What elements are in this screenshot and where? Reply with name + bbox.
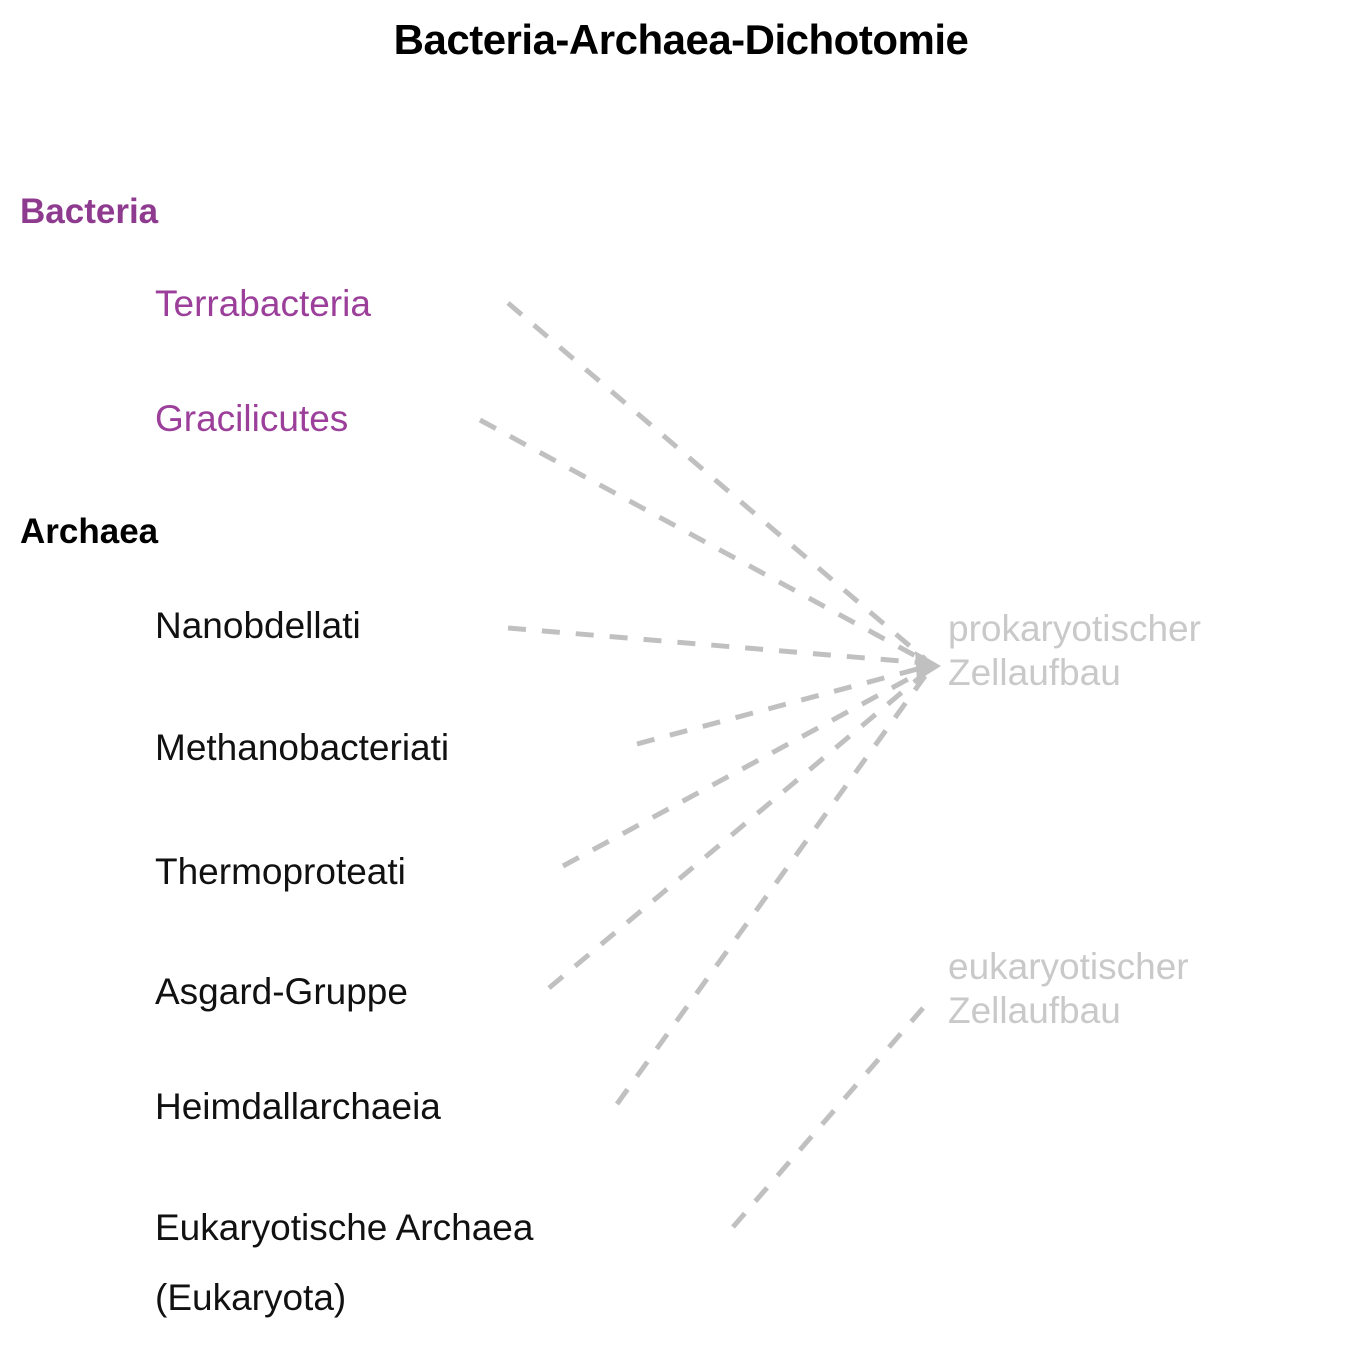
taxon-methanobacteriati[interactable]: Methanobacteriati xyxy=(155,727,450,768)
edge-nanobdellati-to-prokaryotic xyxy=(508,628,925,663)
page-title: Bacteria-Archaea-Dichotomie xyxy=(393,16,969,63)
taxon-heimdallarchaeia[interactable]: Heimdallarchaeia xyxy=(155,1086,441,1127)
edge-asgard-to-prokaryotic xyxy=(549,673,925,988)
edge-thermoproteati-to-prokaryotic xyxy=(563,670,925,866)
outcome-eukaryotic-line2: Zellaufbau xyxy=(948,990,1121,1032)
outcome-eukaryotic-cell-structure xyxy=(948,945,1189,1034)
taxon-nanobdellati[interactable]: Nanobdellati xyxy=(155,605,361,646)
edge-terrabacteria-to-prokaryotic xyxy=(508,303,925,659)
arrowhead-prokaryotic xyxy=(915,651,941,681)
outcome-prokaryotic-cell-structure xyxy=(948,607,1201,696)
arrowheads xyxy=(915,651,941,681)
edge-methanobacteriati-to-prokaryotic xyxy=(637,667,925,744)
edge-eukaryotische-archaea-to-eukaryotic xyxy=(733,1000,930,1227)
taxon-asgard-gruppe[interactable]: Asgard-Gruppe xyxy=(155,971,408,1012)
taxon-thermoproteati[interactable]: Thermoproteati xyxy=(155,851,406,892)
outcome-eukaryotic-line1: eukaryotischer xyxy=(948,946,1189,987)
taxon-gracilicutes[interactable]: Gracilicutes xyxy=(155,398,349,439)
edge-gracilicutes-to-prokaryotic xyxy=(480,420,925,661)
taxon-terrabacteria[interactable]: Terrabacteria xyxy=(155,283,371,324)
outcome-prokaryotic-line2: Zellaufbau xyxy=(948,652,1121,694)
edge-heimdallarchaeia-to-prokaryotic xyxy=(617,676,925,1104)
group-label-bacteria: Bacteria xyxy=(20,192,159,231)
taxon-eukaryotische-archaea[interactable]: Eukaryotische Archaea xyxy=(155,1207,534,1248)
taxon-eukaryota[interactable]: (Eukaryota) xyxy=(155,1277,347,1318)
group-label-archaea: Archaea xyxy=(20,512,159,551)
outcome-prokaryotic-line1: prokaryotischer xyxy=(948,608,1201,649)
